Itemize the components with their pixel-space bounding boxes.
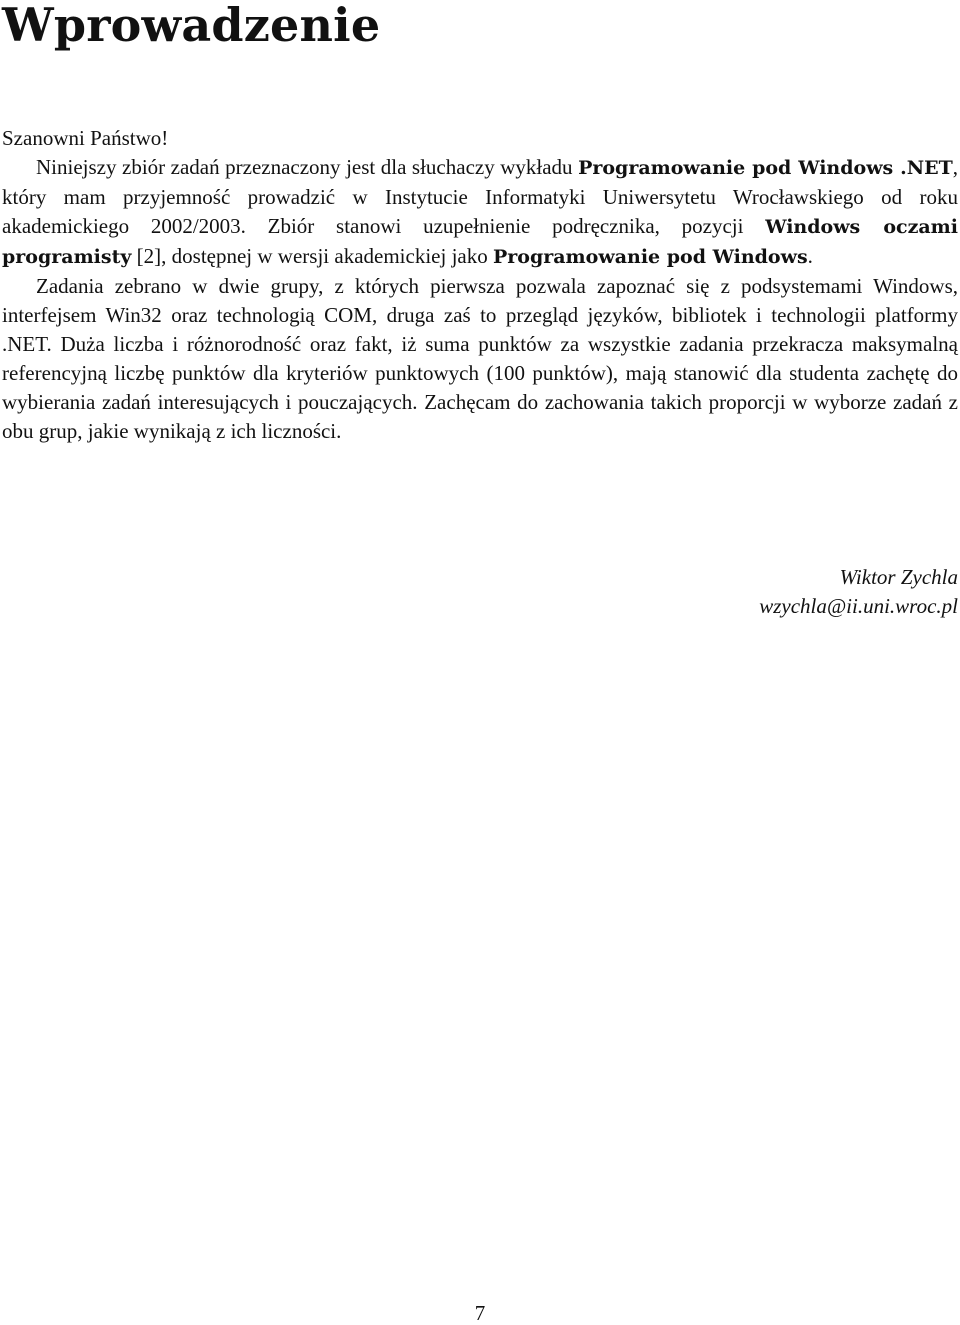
signature <box>759 563 958 621</box>
salutation: Szanowni Państwo! <box>2 126 169 150</box>
academic-edition-title: Programowanie pod Windows <box>492 246 808 268</box>
course-name: Programowanie pod Windows .NET <box>578 157 953 179</box>
author-email: wzychla@ii.uni.wroc.pl <box>759 594 958 618</box>
author-name: Wiktor Zychla <box>839 565 958 589</box>
paragraph-tasks: Zadania zebrano w dwie grupy, z których pierwsza pozwala zapoznać się z podsystemami Windows, interfejsem Win32 oraz technologią COM, druga zaś to przegląd języków, bibliotek i technologii platformy .NET. Duża liczba i różnorodność oraz fakt, iż suma punktów za wszystkie zadania przekracza maksymalną referencyjną liczbę punktów dla kryteriów punktowych (100 punktów), mają stanowić dla studenta zachętę do wybierania zadań interesujących i pouczających. Zachęcam do zachowania takich proporcji w wyborze zadań z obu grup, jakie wynikają z ich liczności. <box>2 274 958 443</box>
paragraph-intro-text-3: [2], dostępnej w wersji akademickiej jako <box>131 244 493 268</box>
paragraph-intro-text-4: . <box>807 244 813 268</box>
page-number: 7 <box>474 1301 486 1325</box>
paragraph-intro-text-2: , który mam przyjemność prowadzić w Instytucie Informatyki Uniwersytetu Wrocławskiego od roku akademickiego 2002/2003. Zbiór stanowi uzupełnienie podręcznika, pozycji <box>2 155 958 238</box>
body-text <box>2 124 958 446</box>
paragraph-intro <box>2 153 958 272</box>
chapter-title: Wprowadzenie <box>2 0 381 52</box>
paragraph-intro-text-1: Niniejszy zbiór zadań przeznaczony jest dla słuchaczy wykładu <box>36 155 579 179</box>
book-title: Windows oczami programisty <box>2 216 959 268</box>
